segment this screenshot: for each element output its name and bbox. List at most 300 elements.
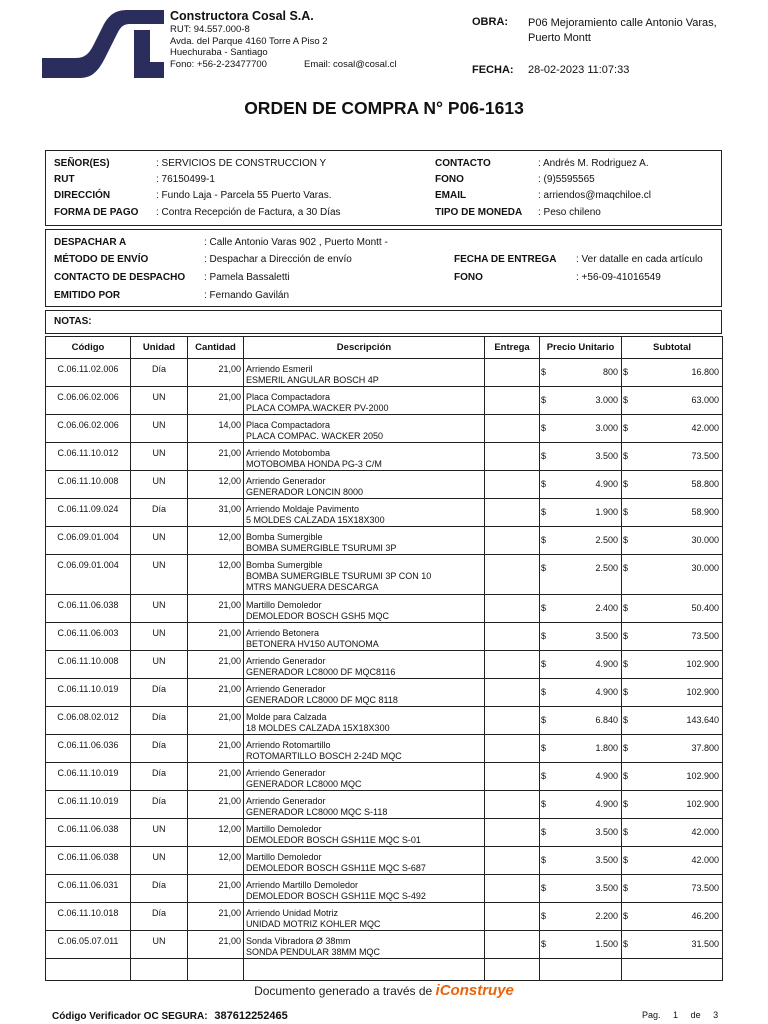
- currency-sign: $: [623, 479, 629, 489]
- col-header-subtotal: Subtotal: [622, 337, 723, 359]
- metodo-label: MÉTODO DE ENVÍO: [54, 254, 149, 265]
- item-desc-line2: BETONERA HV150 AUTONOMA: [246, 639, 379, 649]
- item-price-value: 2.500: [595, 535, 618, 545]
- item-subtotal-value: 42.000: [691, 827, 719, 837]
- empty-cell: [46, 959, 131, 981]
- empty-cell: [244, 959, 485, 981]
- item-unit: UN: [131, 555, 188, 595]
- company-commune: Huechuraba - Santiago: [170, 47, 268, 58]
- item-qty: 21,00: [188, 875, 244, 903]
- item-qty: 21,00: [188, 651, 244, 679]
- currency-sign: $: [541, 563, 547, 573]
- item-price: [540, 415, 622, 443]
- item-desc-line1: Arriendo Generador: [246, 476, 326, 486]
- item-code: C.06.11.06.031: [46, 875, 131, 903]
- table-row: [46, 931, 723, 959]
- col-header-precio: Precio Unitario: [540, 337, 622, 359]
- item-desc-line2: DEMOLEDOR BOSCH GSH11E MQC S-01: [246, 835, 421, 845]
- item-desc-line2: BOMBA SUMERGIBLE TSURUMI 3P CON 10: [246, 571, 432, 581]
- item-entrega: [485, 679, 540, 707]
- table-row: [46, 903, 723, 931]
- table-row: [46, 387, 723, 415]
- table-row: [46, 359, 723, 387]
- item-subtotal: [622, 875, 723, 903]
- item-desc-line2: ROTOMARTILLO BOSCH 2-24D MQC: [246, 751, 402, 761]
- item-subtotal: [622, 707, 723, 735]
- item-desc-line1: Arriendo Betonera: [246, 628, 320, 638]
- item-price: [540, 679, 622, 707]
- table-row: [46, 763, 723, 791]
- item-entrega: [485, 499, 540, 527]
- table-row: [46, 595, 723, 623]
- direccion-value: : Fundo Laja - Parcela 55 Puerto Varas.: [156, 190, 332, 201]
- item-code: C.06.11.10.012: [46, 443, 131, 471]
- item-entrega: [485, 359, 540, 387]
- item-desc-line1: Molde para Calzada: [246, 712, 327, 722]
- item-qty: 31,00: [188, 499, 244, 527]
- item-price-value: 4.900: [595, 479, 618, 489]
- currency-sign: $: [623, 423, 629, 433]
- rut-label: RUT: [54, 174, 75, 185]
- item-subtotal-value: 73.500: [691, 631, 719, 641]
- item-unit: UN: [131, 931, 188, 959]
- table-row: [46, 735, 723, 763]
- item-desc-line1: Bomba Sumergible: [246, 560, 323, 570]
- forma-pago-label: FORMA DE PAGO: [54, 207, 139, 218]
- item-qty: 21,00: [188, 707, 244, 735]
- item-subtotal: [622, 847, 723, 875]
- item-code: C.06.09.01.004: [46, 527, 131, 555]
- item-description: [244, 847, 485, 875]
- email-value: : arriendos@maqchiloe.cl: [538, 190, 651, 201]
- item-price-value: 4.900: [595, 659, 618, 669]
- item-qty: 12,00: [188, 819, 244, 847]
- item-unit: UN: [131, 595, 188, 623]
- item-code: C.06.11.06.038: [46, 819, 131, 847]
- item-description: [244, 679, 485, 707]
- item-price: [540, 735, 622, 763]
- table-row: [46, 651, 723, 679]
- item-unit: Día: [131, 903, 188, 931]
- item-desc-line2: UNIDAD MOTRIZ KOHLER MQC: [246, 919, 381, 929]
- item-qty: 12,00: [188, 527, 244, 555]
- forma-pago-value: : Contra Recepción de Factura, a 30 Días: [156, 207, 341, 218]
- senores-value: : SERVICIOS DE CONSTRUCCION Y: [156, 158, 327, 169]
- item-price: [540, 471, 622, 499]
- col-header-codigo: Código: [46, 337, 131, 359]
- table-row: [46, 875, 723, 903]
- item-description: [244, 735, 485, 763]
- col-header-unidad: Unidad: [131, 337, 188, 359]
- item-price-value: 2.400: [595, 603, 618, 613]
- item-description: [244, 623, 485, 651]
- col-header-cantidad: Cantidad: [188, 337, 244, 359]
- item-unit: Día: [131, 499, 188, 527]
- col-header-descripcion: Descripción: [244, 337, 485, 359]
- currency-sign: $: [623, 827, 629, 837]
- item-description: [244, 819, 485, 847]
- item-price: [540, 359, 622, 387]
- item-desc-line2: 18 MOLDES CALZADA 15X18X300: [246, 723, 390, 733]
- item-price-value: 1.900: [595, 507, 618, 517]
- item-subtotal: [622, 443, 723, 471]
- item-code: C.06.09.01.004: [46, 555, 131, 595]
- item-desc-line1: Arriendo Rotomartillo: [246, 740, 331, 750]
- currency-sign: $: [623, 799, 629, 809]
- currency-sign: $: [623, 743, 629, 753]
- item-description: [244, 791, 485, 819]
- item-description: [244, 443, 485, 471]
- items-table: [45, 336, 723, 981]
- item-subtotal-value: 73.500: [691, 883, 719, 893]
- item-code: C.06.11.10.019: [46, 679, 131, 707]
- page-current: 1: [673, 1010, 679, 1020]
- currency-sign: $: [623, 535, 629, 545]
- empty-cell: [131, 959, 188, 981]
- item-subtotal-value: 102.900: [686, 799, 719, 809]
- table-row: [46, 679, 723, 707]
- vendor-box: [45, 150, 722, 226]
- currency-sign: $: [623, 855, 629, 865]
- item-desc-line1: Placa Compactadora: [246, 420, 331, 430]
- item-unit: Día: [131, 791, 188, 819]
- item-price-value: 4.900: [595, 687, 618, 697]
- item-unit: UN: [131, 651, 188, 679]
- currency-sign: $: [541, 395, 547, 405]
- currency-sign: $: [541, 827, 547, 837]
- company-logo: [42, 10, 164, 78]
- item-qty: 21,00: [188, 791, 244, 819]
- item-description: [244, 651, 485, 679]
- iconstruye-logo: iConstruye: [435, 982, 514, 999]
- item-entrega: [485, 931, 540, 959]
- item-desc-line2: ESMERIL ANGULAR BOSCH 4P: [246, 375, 379, 385]
- item-desc-line3: MTRS MANGUERA DESCARGA: [246, 582, 379, 592]
- table-row: [46, 499, 723, 527]
- item-unit: Día: [131, 763, 188, 791]
- currency-sign: $: [623, 563, 629, 573]
- obra-value: P06 Mejoramiento calle Antonio Varas, Puerto Montt: [528, 17, 717, 44]
- table-row: [46, 847, 723, 875]
- item-code: C.06.11.06.036: [46, 735, 131, 763]
- item-desc-line1: Martillo Demoledor: [246, 824, 322, 834]
- item-price-value: 1.500: [595, 939, 618, 949]
- currency-sign: $: [541, 631, 547, 641]
- item-code: C.06.11.10.018: [46, 903, 131, 931]
- item-desc-line1: Arriendo Generador: [246, 796, 326, 806]
- item-price: [540, 819, 622, 847]
- currency-sign: $: [541, 911, 547, 921]
- item-unit: UN: [131, 623, 188, 651]
- currency-sign: $: [541, 715, 547, 725]
- item-entrega: [485, 875, 540, 903]
- item-subtotal: [622, 931, 723, 959]
- item-price: [540, 443, 622, 471]
- item-price-value: 2.200: [595, 911, 618, 921]
- item-unit: Día: [131, 735, 188, 763]
- fono-despacho-label: FONO: [454, 272, 483, 283]
- item-desc-line2: BOMBA SUMERGIBLE TSURUMI 3P: [246, 543, 397, 553]
- item-price-value: 4.900: [595, 771, 618, 781]
- generated-prefix: Documento generado a través de: [254, 984, 433, 998]
- item-desc-line1: Bomba Sumergible: [246, 532, 323, 542]
- fono-value: : (9)5595565: [538, 174, 595, 185]
- currency-sign: $: [541, 939, 547, 949]
- item-desc-line2: DEMOLEDOR BOSCH GSH5 MQC: [246, 611, 390, 621]
- item-qty: 12,00: [188, 471, 244, 499]
- item-qty: 21,00: [188, 903, 244, 931]
- currency-sign: $: [541, 451, 547, 461]
- item-subtotal: [622, 903, 723, 931]
- table-row-empty: [46, 959, 723, 981]
- pagination: [642, 1010, 718, 1020]
- item-subtotal: [622, 595, 723, 623]
- page-total: 3: [713, 1010, 719, 1020]
- item-qty: 21,00: [188, 443, 244, 471]
- item-price-value: 2.500: [595, 563, 618, 573]
- shipping-box: [45, 229, 722, 307]
- table-row: [46, 791, 723, 819]
- item-code: C.06.11.10.019: [46, 763, 131, 791]
- item-desc-line1: Arriendo Motobomba: [246, 448, 331, 458]
- item-desc-line1: Sonda Vibradora Ø 38mm: [246, 936, 351, 946]
- item-entrega: [485, 651, 540, 679]
- item-qty: 14,00: [188, 415, 244, 443]
- item-entrega: [485, 623, 540, 651]
- item-code: C.06.06.02.006: [46, 387, 131, 415]
- item-price: [540, 387, 622, 415]
- currency-sign: $: [623, 883, 629, 893]
- item-subtotal: [622, 763, 723, 791]
- item-description: [244, 499, 485, 527]
- company-email: Email: cosal@cosal.cl: [304, 58, 397, 70]
- table-row: [46, 415, 723, 443]
- item-price: [540, 651, 622, 679]
- item-subtotal-value: 102.900: [686, 771, 719, 781]
- table-row: [46, 527, 723, 555]
- document-title: ORDEN DE COMPRA N° P06-1613: [244, 98, 524, 118]
- fecha-entrega-label: FECHA DE ENTREGA: [454, 254, 557, 265]
- item-desc-line2: DEMOLEDOR BOSCH GSH11E MQC S-687: [246, 863, 426, 873]
- item-desc-line2: PLACA COMPAC. WACKER 2050: [246, 431, 384, 441]
- page-of: de: [690, 1010, 701, 1020]
- item-code: C.06.11.06.038: [46, 847, 131, 875]
- item-code: C.06.11.06.038: [46, 595, 131, 623]
- currency-sign: $: [541, 743, 547, 753]
- item-subtotal-value: 102.900: [686, 687, 719, 697]
- contacto-label: CONTACTO: [435, 158, 491, 169]
- currency-sign: $: [541, 771, 547, 781]
- item-price: [540, 623, 622, 651]
- item-subtotal-value: 58.800: [691, 479, 719, 489]
- empty-cell: [485, 959, 540, 981]
- item-price-value: 3.500: [595, 827, 618, 837]
- currency-sign: $: [541, 883, 547, 893]
- item-unit: Día: [131, 679, 188, 707]
- despachar-value: : Calle Antonio Varas 902 , Puerto Montt -: [204, 237, 388, 248]
- item-price-value: 3.500: [595, 855, 618, 865]
- item-description: [244, 931, 485, 959]
- item-desc-line2: GENERADOR LC8000 MQC S-118: [246, 807, 388, 817]
- item-desc-line2: 5 MOLDES CALZADA 15X18X300: [246, 515, 385, 525]
- verification-code: [52, 1010, 288, 1022]
- moneda-value: : Peso chileno: [538, 207, 601, 218]
- item-entrega: [485, 595, 540, 623]
- item-unit: Día: [131, 707, 188, 735]
- currency-sign: $: [541, 687, 547, 697]
- item-subtotal-value: 16.800: [691, 367, 719, 377]
- item-subtotal-value: 73.500: [691, 451, 719, 461]
- item-desc-line2: GENERADOR LC8000 DF MQC8116: [246, 667, 396, 677]
- item-entrega: [485, 819, 540, 847]
- item-subtotal: [622, 555, 723, 595]
- item-subtotal-value: 31.500: [691, 939, 719, 949]
- item-subtotal: [622, 527, 723, 555]
- item-subtotal: [622, 735, 723, 763]
- item-description: [244, 595, 485, 623]
- item-entrega: [485, 527, 540, 555]
- empty-cell: [622, 959, 723, 981]
- notas-label: NOTAS:: [54, 316, 92, 327]
- item-subtotal-value: 30.000: [691, 535, 719, 545]
- item-description: [244, 903, 485, 931]
- item-desc-line2: PLACA COMPA.WACKER PV-2000: [246, 403, 389, 413]
- currency-sign: $: [541, 423, 547, 433]
- emitido-value: : Fernando Gavilán: [204, 290, 290, 301]
- item-subtotal: [622, 387, 723, 415]
- table-row: [46, 623, 723, 651]
- item-desc-line1: Arriendo Martillo Demoledor: [246, 880, 359, 890]
- despachar-label: DESPACHAR A: [54, 237, 127, 248]
- item-qty: 21,00: [188, 735, 244, 763]
- item-subtotal: [622, 651, 723, 679]
- item-price-value: 3.500: [595, 451, 618, 461]
- item-code: C.06.11.06.003: [46, 623, 131, 651]
- verif-code: 387612252465: [214, 1010, 288, 1022]
- item-subtotal-value: 42.000: [691, 855, 719, 865]
- currency-sign: $: [541, 855, 547, 865]
- table-header-row: [46, 337, 723, 359]
- item-price: [540, 931, 622, 959]
- item-code: C.06.08.02.012: [46, 707, 131, 735]
- page-label: Pag.: [642, 1010, 661, 1020]
- item-subtotal-value: 102.900: [686, 659, 719, 669]
- col-header-entrega: Entrega: [485, 337, 540, 359]
- currency-sign: $: [623, 507, 629, 517]
- item-qty: 12,00: [188, 555, 244, 595]
- item-description: [244, 527, 485, 555]
- table-row: [46, 819, 723, 847]
- item-price: [540, 903, 622, 931]
- fecha-value: 28-02-2023 11:07:33: [528, 64, 630, 76]
- item-unit: UN: [131, 819, 188, 847]
- currency-sign: $: [541, 367, 547, 377]
- contacto-despacho-value: : Pamela Bassaletti: [204, 272, 290, 283]
- item-entrega: [485, 735, 540, 763]
- currency-sign: $: [541, 659, 547, 669]
- item-code: C.06.11.10.008: [46, 471, 131, 499]
- empty-cell: [540, 959, 622, 981]
- item-subtotal: [622, 359, 723, 387]
- fono-label: FONO: [435, 174, 464, 185]
- currency-sign: $: [541, 507, 547, 517]
- item-qty: 21,00: [188, 763, 244, 791]
- item-price-value: 3.000: [595, 423, 618, 433]
- item-entrega: [485, 707, 540, 735]
- currency-sign: $: [623, 451, 629, 461]
- item-price: [540, 499, 622, 527]
- item-code: C.06.11.09.024: [46, 499, 131, 527]
- items-body: [46, 359, 723, 981]
- item-description: [244, 555, 485, 595]
- company-rut: RUT: 94.557.000-8: [170, 24, 250, 35]
- table-row: [46, 471, 723, 499]
- item-unit: UN: [131, 387, 188, 415]
- item-entrega: [485, 903, 540, 931]
- item-price: [540, 763, 622, 791]
- item-subtotal: [622, 679, 723, 707]
- company-name: Constructora Cosal S.A.: [170, 9, 314, 23]
- item-subtotal: [622, 819, 723, 847]
- item-qty: 21,00: [188, 679, 244, 707]
- currency-sign: $: [623, 911, 629, 921]
- fecha-entrega-value: : Ver datalle en cada artículo: [576, 254, 703, 265]
- senores-label: SEÑOR(ES): [54, 158, 110, 169]
- currency-sign: $: [541, 535, 547, 545]
- item-desc-line1: Arriendo Esmeril: [246, 364, 313, 374]
- item-price-value: 3.000: [595, 395, 618, 405]
- item-desc-line2: MOTOBOMBA HONDA PG-3 C/M: [246, 459, 382, 469]
- direccion-label: DIRECCIÓN: [54, 190, 111, 201]
- item-entrega: [485, 471, 540, 499]
- currency-sign: $: [623, 603, 629, 613]
- currency-sign: $: [623, 939, 629, 949]
- item-desc-line1: Arriendo Unidad Motriz: [246, 908, 339, 918]
- company-info: [170, 8, 450, 70]
- item-price-value: 3.500: [595, 631, 618, 641]
- item-price-value: 4.900: [595, 799, 618, 809]
- item-price-value: 800: [602, 367, 618, 377]
- item-subtotal-value: 50.400: [691, 603, 719, 613]
- item-unit: Día: [131, 875, 188, 903]
- currency-sign: $: [541, 479, 547, 489]
- item-desc-line1: Arriendo Moldaje Pavimento: [246, 504, 360, 514]
- item-subtotal: [622, 415, 723, 443]
- item-price: [540, 555, 622, 595]
- item-qty: 21,00: [188, 595, 244, 623]
- item-subtotal: [622, 791, 723, 819]
- item-qty: 21,00: [188, 623, 244, 651]
- item-price-value: 6.840: [595, 715, 618, 725]
- item-subtotal: [622, 623, 723, 651]
- currency-sign: $: [623, 771, 629, 781]
- item-price-value: 1.800: [595, 743, 618, 753]
- item-entrega: [485, 763, 540, 791]
- currency-sign: $: [541, 799, 547, 809]
- table-row: [46, 443, 723, 471]
- item-code: C.06.11.10.019: [46, 791, 131, 819]
- item-desc-line1: Martillo Demoledor: [246, 852, 322, 862]
- item-code: C.06.11.10.008: [46, 651, 131, 679]
- item-code: C.06.11.02.006: [46, 359, 131, 387]
- item-price: [540, 595, 622, 623]
- company-address: Avda. del Parque 4160 Torre A Piso 2: [170, 35, 328, 47]
- item-unit: UN: [131, 471, 188, 499]
- item-desc-line2: GENERADOR LC8000 DF MQC 8118: [246, 695, 398, 705]
- empty-cell: [188, 959, 244, 981]
- currency-sign: $: [623, 687, 629, 697]
- item-subtotal-value: 143.640: [686, 715, 719, 725]
